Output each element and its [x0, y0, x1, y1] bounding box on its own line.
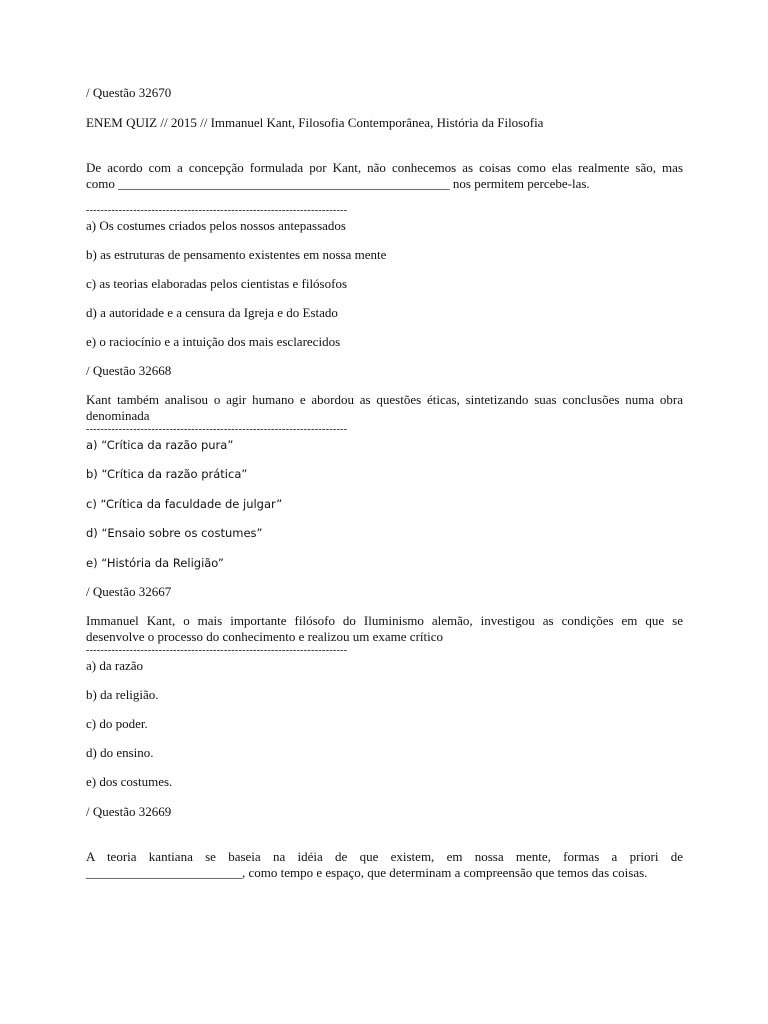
- question-stem: [86, 160, 683, 192]
- answer-option: e) dos costumes.: [86, 774, 173, 789]
- question-stem-line: Immanuel Kant, o mais importante filósofo do Iluminismo alemão, investigou as condições em que se: [86, 613, 683, 628]
- answer-option: d) do ensino.: [86, 745, 154, 760]
- question-stem-line: denominada: [86, 408, 150, 423]
- answer-option: b) da religião.: [86, 687, 159, 702]
- separator: ------------------------------------------------------------------------: [86, 206, 348, 216]
- answer-option: b) as estruturas de pensamento existentes em nossa mente: [86, 247, 387, 262]
- question-stem-line: Kant também analisou o agir humano e abordou as questões éticas, sintetizando suas conclusões numa obra: [86, 392, 683, 407]
- question-header: / Questão 32668: [86, 363, 172, 378]
- answer-option: d) “Ensaio sobre os costumes”: [86, 526, 263, 540]
- answer-option: a) da razão: [86, 658, 144, 673]
- answer-option: c) “Crítica da faculdade de julgar”: [86, 497, 283, 511]
- answer-option: c) do poder.: [86, 716, 148, 731]
- question-header: / Questão 32670: [86, 85, 172, 100]
- answer-option: a) Os costumes criados pelos nossos antepassados: [86, 218, 346, 233]
- separator: ------------------------------------------------------------------------: [86, 646, 348, 656]
- answer-option: e) o raciocínio e a intuição dos mais esclarecidos: [86, 334, 341, 349]
- question-stem: [86, 392, 683, 424]
- answer-option: b) “Crítica da razão prática”: [86, 467, 248, 481]
- question-stem-line: como ___________________________________________________ nos permitem percebe-las.: [86, 176, 590, 191]
- question-stem-line: De acordo com a concepção formulada por Kant, não conhecemos as coisas como elas realmente são, mas: [86, 160, 683, 175]
- answer-option: c) as teorias elaboradas pelos cientistas e filósofos: [86, 276, 347, 291]
- question-stem: [86, 613, 683, 645]
- question-stem: [86, 849, 683, 881]
- question-stem-line: desenvolve o processo do conhecimento e realizou um exame crítico: [86, 629, 444, 644]
- question-stem-line: A teoria kantiana se baseia na idéia de que existem, em nossa mente, formas a priori de: [86, 849, 683, 864]
- question-meta: ENEM QUIZ // 2015 // Immanuel Kant, Filosofia Contemporânea, História da Filosofia: [86, 115, 544, 130]
- question-header: / Questão 32667: [86, 584, 172, 599]
- answer-option: e) “História da Religião”: [86, 556, 224, 570]
- question-stem-line: ________________________, como tempo e espaço, que determinam a compreensão que temos das coisas.: [86, 865, 648, 880]
- answer-option: d) a autoridade e a censura da Igreja e do Estado: [86, 305, 338, 320]
- question-header: / Questão 32669: [86, 804, 172, 819]
- answer-option: a) “Crítica da razão pura”: [86, 438, 234, 452]
- separator: ------------------------------------------------------------------------: [86, 425, 348, 435]
